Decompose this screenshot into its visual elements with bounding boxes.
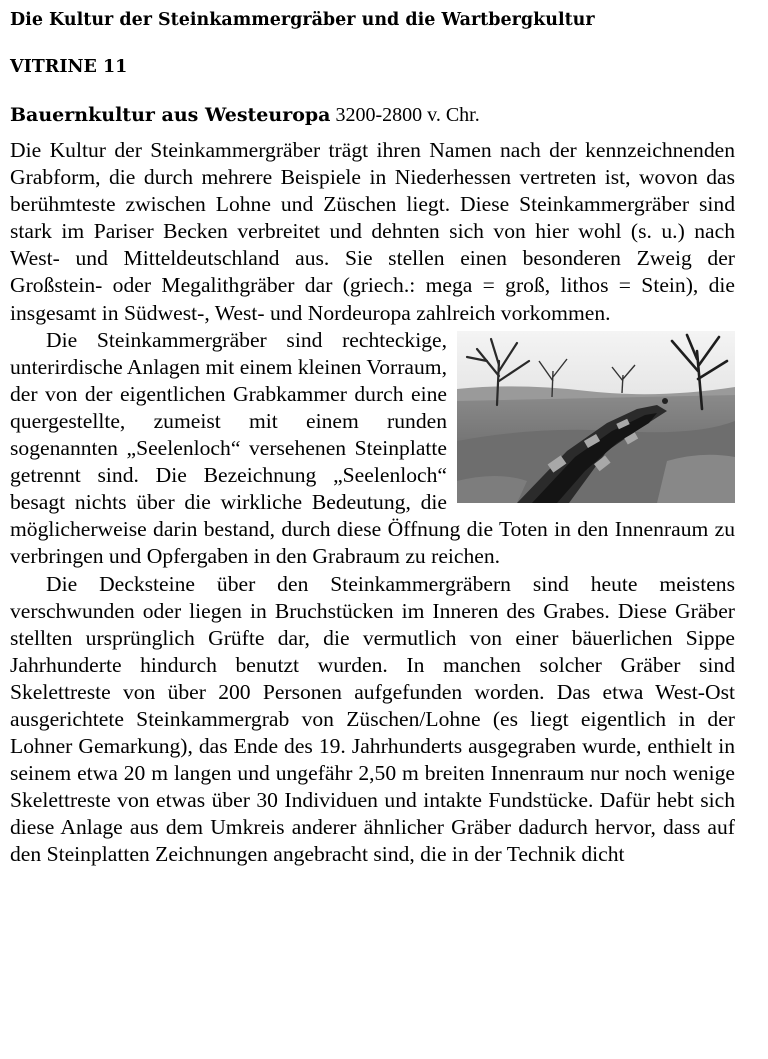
- section-heading-title: Bauernkultur aus Westeuropa: [10, 104, 331, 126]
- section-heading: [10, 102, 735, 128]
- paragraph-2: Die Steinkammergräber sind rechteckige, unterirdische Anlagen mit einem kleinen Vorraum, der von der eigentlichen Grabkammer durch eine quergestellte, zumeist mit einem runden sogenannten „Seelenloch“ versehenen Steinplatte getrennt sind. Die Bezeichnung „Seelenloch“ besagt nichts über die wirkliche Bedeutung, die möglicherweise darin bestand, durch diese Öffnung die Toten in den Innenraum zu verbringen und Opfergaben in den Grabraum zu reichen.: [10, 327, 735, 569]
- document-page: [10, 8, 735, 869]
- section-heading-date: 3200-2800 v. Chr.: [330, 104, 480, 126]
- vitrine-label: VITRINE 11: [10, 57, 128, 77]
- paragraph-1: Die Kultur der Steinkammergräber trägt ihren Namen nach der kennzeichnenden Grabform, die durch mehrere Beispiele in Niederhessen vertreten ist, wovon das berühmteste zwischen Lohne und Züschen liegt. Diese Steinkammergräber sind stark im Pariser Becken verbreitet und dehnten sich von hier wohl (s. u.) nach West- und Mitteldeutschland aus. Sie stellen einen besonderen Zweig der Großstein- oder Megalithgräber dar (griech.: mega = groß, lithos = Stein), die insgesamt in Südwest-, West- und Nordeuropa zahlreich vorkommen.: [10, 138, 735, 325]
- paragraph-3: Die Decksteine über den Steinkammergräbern sind heute meistens verschwunden oder liegen in Bruchstücken im Inneren des Grabes. Diese Gräber stellten ursprünglich Grüfte dar, die vermutlich von einer bäuerlichen Sippe Jahrhunderte hindurch benutzt wurden. In manchen solcher Gräber sind Skelettreste von über 200 Personen aufgefunden worden. Das etwa West-Ost ausgerichtete Steinkammergrab von Züschen/Lohne (es liegt eigentlich in der Lohner Gemarkung), das Ende des 19. Jahrhunderts ausgegraben wurde, enthielt in seinem etwa 20 m langen und ungefähr 2,50 m breiten Innenraum nur noch wenige Skelettreste von etwas über 30 Individuen und intakte Fundstücke. Dafür hebt sich diese Anlage aus dem Umkreis anderer ähnlicher Gräber dadurch hervor, dass auf den Steinplatten Zeichnungen angebracht sind, die in der Technik dicht: [10, 571, 735, 867]
- photo-steinkammergrab: [457, 331, 735, 503]
- document-title: Die Kultur der Steinkammergräber und die Wartbergkultur: [10, 10, 595, 30]
